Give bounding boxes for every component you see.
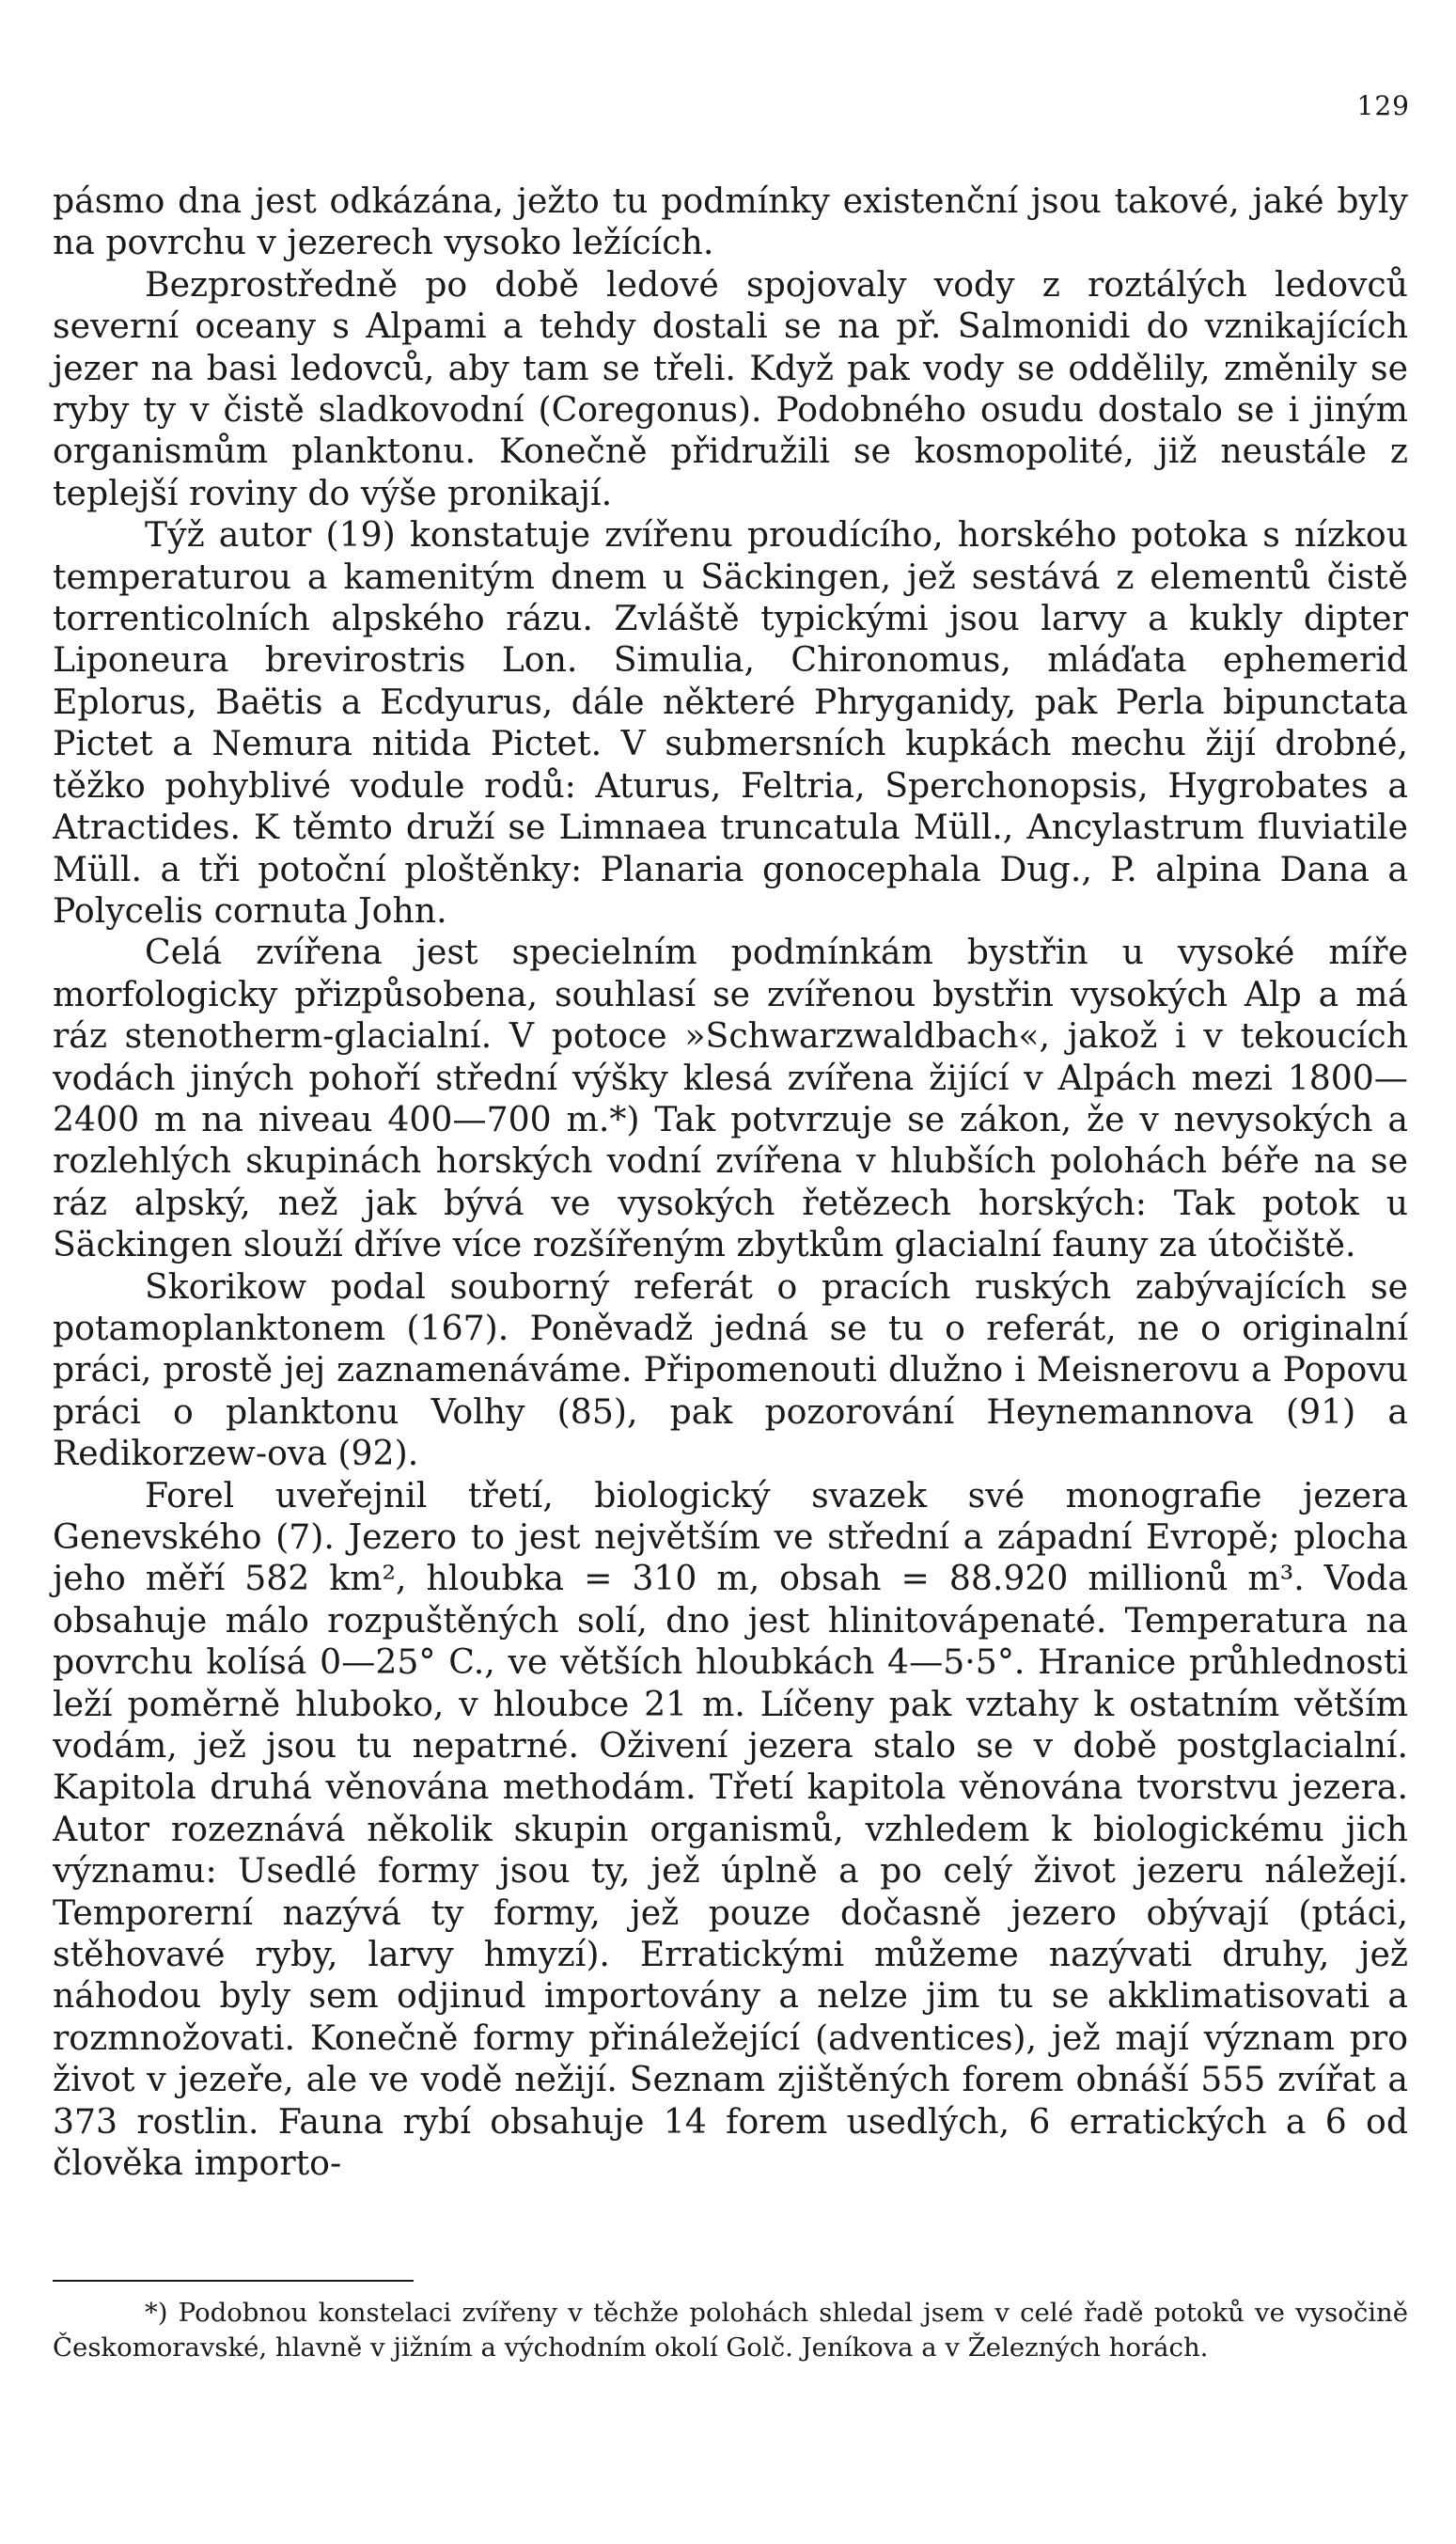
paragraph-4: Celá zvířena jest specielním podmínkám bystřin u vysoké míře morfologicky přizpůsobena, souhlasí se zvířenou bystřin vysokých Alp a má ráz stenotherm-glacialní. V potoce »Schwarzwaldbach«, jakož i v tekoucích vodách jiných pohoří střední výšky klesá zvířena žijící v Alpách mezi 1800—2400 m na niveau 400—700 m.*) Tak potvrzuje se zákon, že v nevysokých a rozlehlých skupinách horských vodní zvířena v hlubších polohách béře na se ráz alpský, než jak bývá ve vysokých řetězech horských: Tak potok u Säckingen slouží dříve více rozšířeným zbytkům glacialní fauny za útočiště. — [53, 932, 1408, 1265]
page-number: 129 — [1356, 90, 1410, 121]
footnote: *) Podobnou konstelaci zvířeny v těchže polohách shledal jsem v celé řadě potoků ve vysočině Českomoravské, hlavně v jižním a východním okolí Golč. Jeníkova a v Železných horách. — [53, 2298, 1408, 2363]
body-text — [53, 181, 1408, 2185]
paragraph-3: Týž autor (19) konstatuje zvířenu proudícího, horského potoka s nízkou temperaturou a kamenitým dnem u Säckingen, jež sestává z elementů čistě torrenticolních alpského rázu. Zvláště typickými jsou larvy a kukly dipter Liponeura brevirostris Lon. Simulia, Chironomus, mláďata ephemerid Eplorus, Baëtis a Ecdyurus, dále některé Phryganidy, pak Perla bipunctata Pictet a Nemura nitida Pictet. V submersních kupkách mechu žijí drobné, těžko pohyblivé vodule rodů: Aturus, Feltria, Sperchonopsis, Hygrobates a Atractides. K těmto druží se Limnaea truncatula Müll., Ancylastrum fluviatile Müll. a tři potoční ploštěnky: Planaria gonocephala Dug., P. alpina Dana a Polycelis cornuta John. — [53, 514, 1408, 931]
paragraph-2: Bezprostředně po době ledové spojovaly vody z roztálých ledovců severní oceany s Alpami a tehdy dostali se na př. Salmonidi do vznikajících jezer na basi ledovců, aby tam se třeli. Když pak vody se oddělily, změnily se ryby ty v čistě sladkovodní (Coregonus). Podobného osudu dostalo se i jiným organismům planktonu. Konečně přidružili se kosmopolité, již neustále z teplejší roviny do výše pronikají. — [53, 263, 1408, 513]
paragraph-5: Skorikow podal souborný referát o pracích ruských zabývajících se potamoplanktonem (167). Poněvadž jedná se tu o referát, ne o originalní práci, prostě jej zaznamenáváme. Připomenouti dlužno i Meisnerovu a Popovu práci o planktonu Volhy (85), pak pozorování Heynemannova (91) a Redikorzew-ova (92). — [53, 1265, 1408, 1474]
paragraph-6: Forel uveřejnil třetí, biologický svazek své monografie jezera Genevského (7). Jezero to jest největším ve střední a západní Evropě; plocha jeho měří 582 km², hloubka = 310 m, obsah = 88.920 millionů m³. Voda obsahuje málo rozpuštěných solí, dno jest hlinitovápenaté. Temperatura na povrchu kolísá 0—25° C., ve větších hloubkách 4—5·5°. Hranice průhlednosti leží poměrně hluboko, v hloubce 21 m. Líčeny pak vztahy k ostatním větším vodám, jež jsou tu nepatrné. Oživení jezera stalo se v době postglacialní. Kapitola druhá věnována methodám. Třetí kapitola věnována tvorstvu jezera. Autor rozeznává několik skupin organismů, vzhledem k biologickému jich významu: Usedlé formy jsou ty, jež úplně a po celý život jezeru náležejí. Temporerní nazývá ty formy, jež pouze dočasně jezero obývají (ptáci, stěhovavé ryby, larvy hmyzí). Erratickými můžeme nazývati druhy, jež náhodou byly sem odjinud importovány a nelze jim tu se akklimatisovati a rozmnožovati. Konečně formy přináležející (adventices), jež mají význam pro život v jezeře, ale ve vodě nežijí. Seznam zjištěných forem obnáší 555 zvířat a 373 rostlin. Fauna rybí obsahuje 14 forem usedlých, 6 erratických a 6 od člověka importo- — [53, 1474, 1408, 2184]
footnote-divider — [53, 2280, 414, 2282]
paragraph-1: pásmo dna jest odkázána, ježto tu podmínky existenční jsou takové, jaké byly na povrchu v jezerech vysoko ležících. — [53, 181, 1408, 263]
